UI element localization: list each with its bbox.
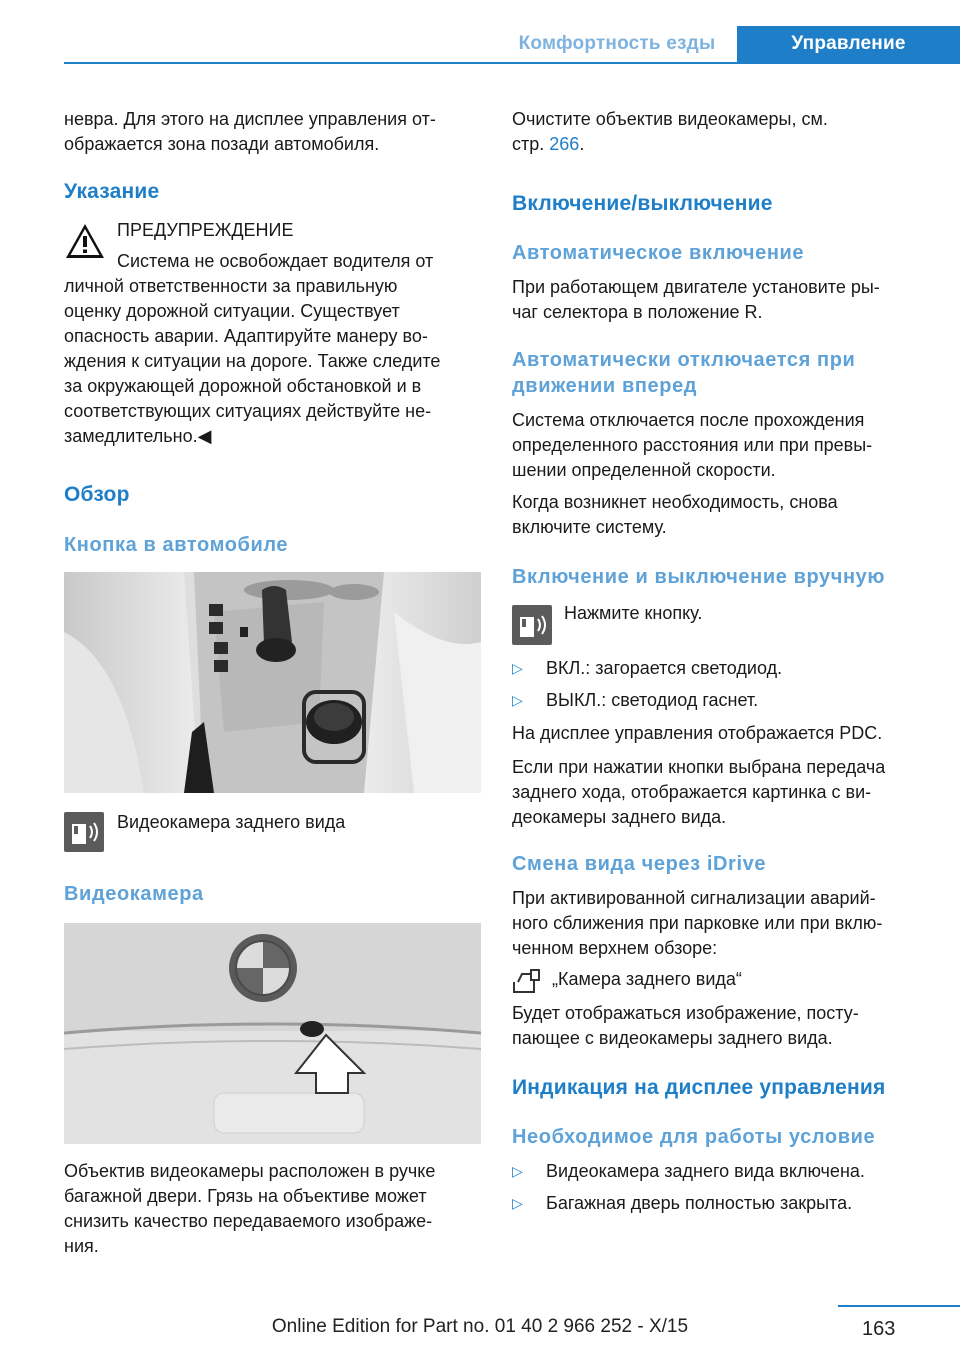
auto-on-heading: Автоматическое включение bbox=[512, 242, 805, 264]
warning-line: оценку дорожной ситуации. Существует bbox=[64, 301, 400, 321]
warning-line: опасность аварии. Адаптируйте манеру во- bbox=[64, 326, 428, 346]
clean-lens-suffix: . bbox=[579, 134, 585, 154]
chapter-tab: Управление bbox=[737, 26, 960, 62]
overview-heading: Обзор bbox=[64, 483, 130, 506]
warning-triangle-icon bbox=[64, 222, 106, 260]
lens-line: Объектив видеокамеры расположен в ручке bbox=[64, 1161, 436, 1181]
lens-line: багажной двери. Грязь на объективе может bbox=[64, 1186, 427, 1206]
idrive-heading: Смена вида через iDrive bbox=[512, 853, 767, 875]
clean-lens-line-2 bbox=[512, 132, 584, 157]
reverse-line: Если при нажатии кнопки выбрана передача bbox=[512, 757, 886, 777]
on-off-heading: Включение/выключение bbox=[512, 192, 773, 215]
page-reference-link[interactable]: 266 bbox=[549, 134, 580, 154]
camera-heading: Видеокамера bbox=[64, 883, 204, 905]
warning-line: личной ответственности за правильную bbox=[64, 276, 398, 296]
condition-item: Багажная дверь полностью закрыта. bbox=[546, 1193, 853, 1213]
auto-on-line: При работающем двигателе установите ры- bbox=[512, 277, 880, 297]
page-number-rule bbox=[838, 1305, 960, 1307]
auto-off-line: Система отключается после прохождения bbox=[512, 410, 865, 430]
section-title: Комфортность езды bbox=[518, 33, 716, 54]
triangle-bullet-icon: ▷ bbox=[512, 1163, 523, 1179]
clean-lens-prefix: стр. bbox=[512, 134, 550, 154]
auto-on-line: чаг селектора в положение R. bbox=[512, 302, 763, 322]
condition-item: Видеокамера заднего вида включена. bbox=[546, 1161, 865, 1181]
pdc-line: На дисплее управления отображается PDC. bbox=[512, 723, 883, 743]
warning-line: соответствующих ситуациях действуйте не- bbox=[64, 401, 432, 421]
reverse-line: деокамеры заднего вида. bbox=[512, 807, 727, 827]
clean-lens-line-1: Очистите объектив видеокамеры, см. bbox=[512, 109, 828, 129]
warning-line: за окружающей дорожной обстановкой и в bbox=[64, 376, 422, 396]
intro-line-1: невра. Для этого на дисплее управления от- bbox=[64, 109, 436, 129]
auto-off-heading-cont: движении вперед bbox=[512, 375, 698, 397]
camera-menu-item: „Камера заднего вида“ bbox=[552, 969, 742, 989]
lens-line: ния. bbox=[64, 1236, 99, 1256]
intro-line-2: ображается зона позади автомобиля. bbox=[64, 134, 380, 154]
idrive-line: ного сближения при парковке или при вклю- bbox=[512, 913, 883, 933]
image-line: пающее с видеокамеры заднего вида. bbox=[512, 1028, 833, 1048]
bullet-off: ВЫКЛ.: светодиод гаснет. bbox=[546, 690, 759, 710]
switch-again-line: включите систему. bbox=[512, 517, 667, 537]
rear-camera-button-icon bbox=[64, 812, 104, 852]
condition-heading: Необходимое для работы условие bbox=[512, 1126, 876, 1148]
switch-again-line: Когда возникнет необходимость, снова bbox=[512, 492, 838, 512]
page-number: 163 bbox=[862, 1318, 896, 1340]
idrive-line: ченном верхнем обзоре: bbox=[512, 938, 718, 958]
edition-footer: Online Edition for Part no. 01 40 2 966 252 - X/15 bbox=[271, 1316, 689, 1337]
warning-title: ПРЕДУПРЕЖДЕНИЕ bbox=[117, 220, 294, 240]
interior-console-photo bbox=[64, 572, 481, 793]
reverse-line: заднего хода, отображается картинка с ви- bbox=[512, 782, 872, 802]
image-line: Будет отображаться изображение, посту- bbox=[512, 1003, 859, 1023]
triangle-bullet-icon: ▷ bbox=[512, 692, 523, 708]
header-rule bbox=[64, 62, 960, 64]
warning-line: ждения к ситуации на дороге. Также следите bbox=[64, 351, 441, 371]
triangle-bullet-icon: ▷ bbox=[512, 660, 523, 676]
rear-camera-menu-icon bbox=[512, 968, 542, 996]
trunk-camera-photo bbox=[64, 923, 481, 1144]
display-heading: Индикация на дисплее управления bbox=[512, 1076, 886, 1099]
manual-heading: Включение и выключение вручную bbox=[512, 566, 886, 588]
camera-button-label: Видеокамера заднего вида bbox=[117, 812, 346, 832]
auto-off-line: определенного расстояния или при превы- bbox=[512, 435, 873, 455]
auto-off-line: шении определенной скорости. bbox=[512, 460, 776, 480]
bullet-on: ВКЛ.: загорается светодиод. bbox=[546, 658, 783, 678]
auto-off-heading: Автоматически отключается при bbox=[512, 349, 856, 371]
triangle-bullet-icon: ▷ bbox=[512, 1195, 523, 1211]
lens-line: снизить качество передаваемого изображе- bbox=[64, 1211, 433, 1231]
warning-line: Система не освобождает водителя от bbox=[117, 251, 434, 271]
button-in-car-heading: Кнопка в автомобиле bbox=[64, 534, 289, 556]
note-heading: Указание bbox=[64, 180, 160, 203]
idrive-line: При активированной сигнализации аварий- bbox=[512, 888, 876, 908]
press-button-line: Нажмите кнопку. bbox=[564, 603, 703, 623]
rear-camera-button-icon bbox=[512, 605, 552, 645]
warning-line: замедлительно.◀ bbox=[64, 426, 212, 446]
